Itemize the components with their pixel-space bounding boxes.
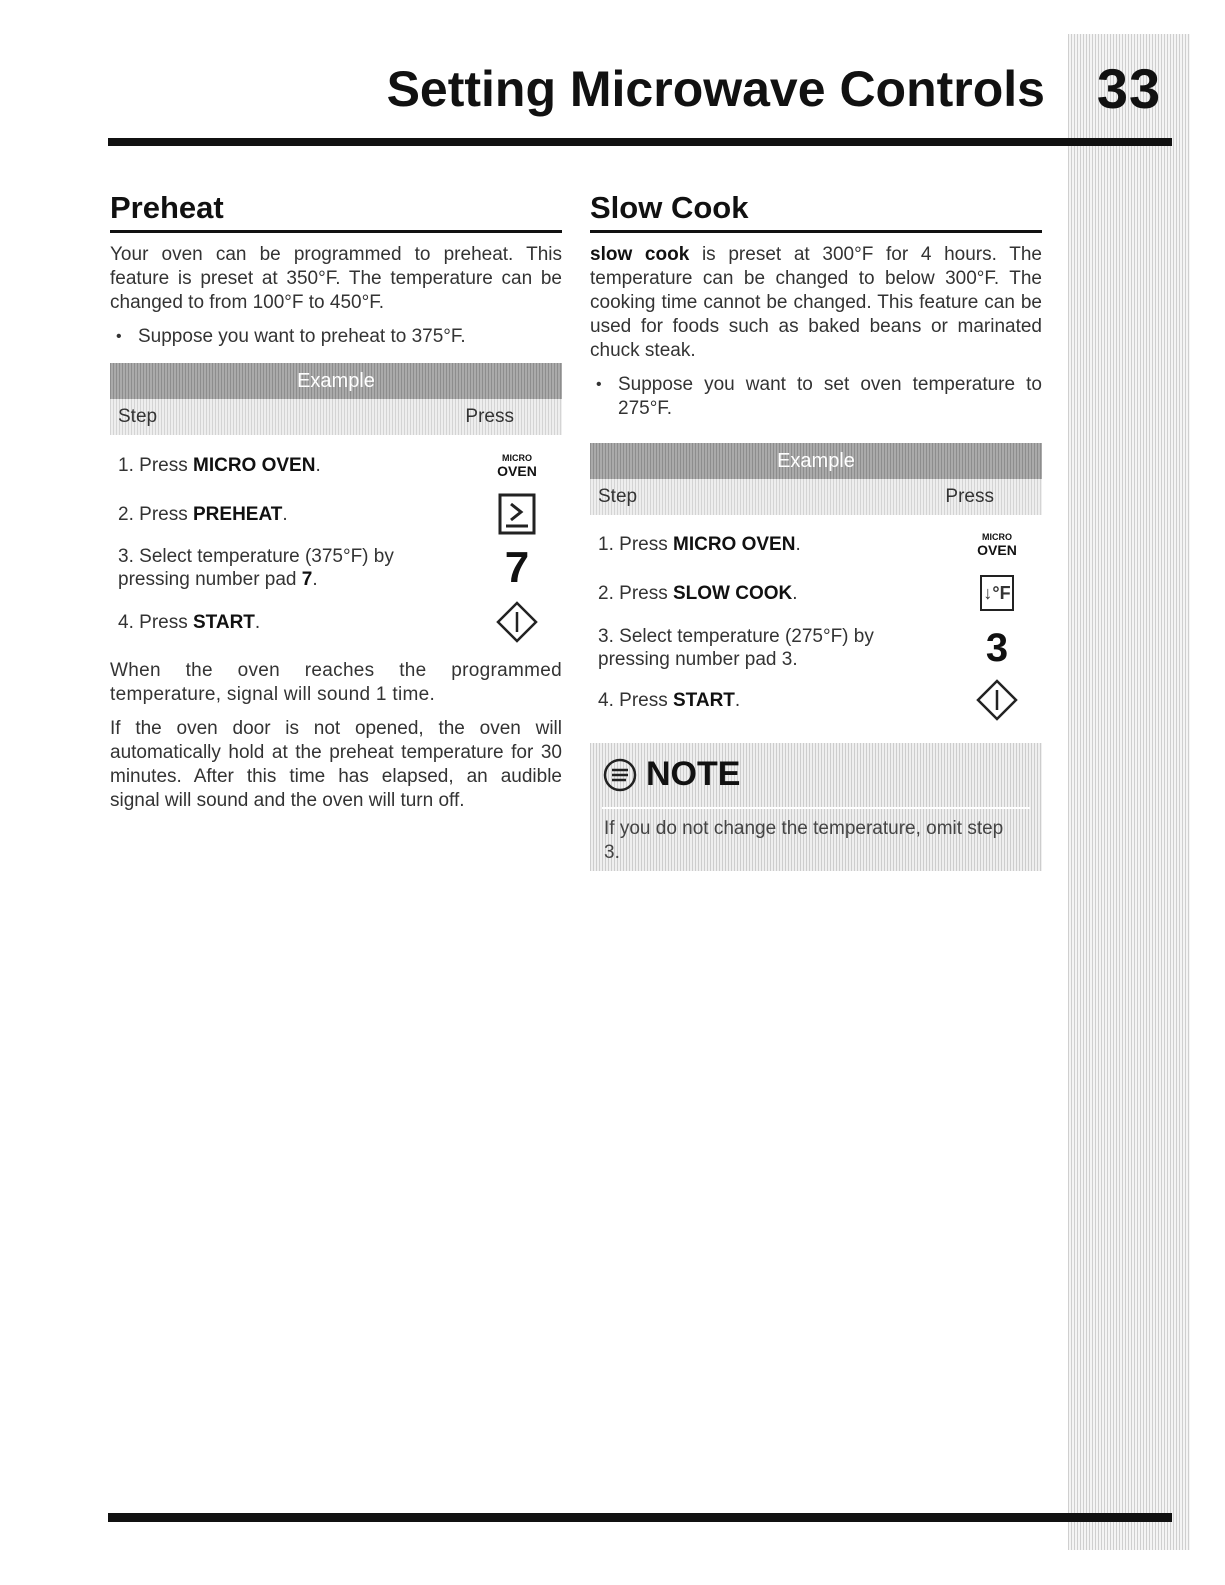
preheat-intro: Your oven can be programmed to preheat. This feature is preset at 350°F. The temperature can be changed to from 100°F to 450°F. [110, 244, 562, 313]
press-column-label: Press [945, 486, 994, 507]
note-title: NOTE [602, 755, 740, 794]
micro-oven-key[interactable]: MICRO OVEN [977, 532, 1017, 558]
slow-cook-bullet: • Suppose you want to set oven temperature to 275°F. [590, 373, 1042, 421]
note-icon [602, 757, 638, 793]
press-column-label: Press [465, 406, 514, 427]
preheat-step-1: 1. Press MICRO OVEN. MICRO OVEN [118, 453, 537, 479]
preheat-steps [110, 441, 562, 647]
note-divider [602, 807, 1030, 809]
slow-cook-steps [590, 519, 1042, 721]
start-icon[interactable] [975, 678, 1019, 722]
slow-cook-step-4: 4. Press START. [590, 679, 1042, 721]
preheat-example-subheader [110, 399, 562, 435]
number-pad-3-key[interactable]: 3 [985, 626, 1009, 670]
footer-rule [108, 1513, 1172, 1522]
page-number: 33 [1096, 57, 1162, 120]
slow-cook-step-3: 3. Select temperature (275°F) by pressing number pad 3. 3 [598, 626, 1009, 670]
preheat-example-header: Example [110, 363, 562, 399]
slow-cook-step-2: 2. Press SLOW COOK. ↓°F [590, 569, 1042, 617]
preheat-step-4: 4. Press START. [110, 597, 562, 647]
slow-cook-section [590, 190, 1042, 871]
slow-cook-key[interactable]: ↓°F [980, 575, 1014, 611]
note-text: If you do not change the temperature, omit step 3. [604, 818, 1004, 863]
preheat-step-2: 2. Press PREHEAT. [110, 489, 562, 539]
step-column-label: Step [598, 486, 638, 507]
slow-cook-step-1: 1. Press MICRO OVEN. MICRO OVEN [598, 532, 1017, 558]
step-column-label: Step [118, 406, 158, 427]
preheat-step-3: 3. Select temperature (375°F) by pressing number pad 7. 7 [118, 543, 530, 592]
slow-cook-intro: slow cook is preset at 300°F for 4 hours. The temperature can be changed to below 300°F. The cooking time cannot be changed. This feature can be used for foods such as baked beans or marinated chuck steak. [590, 244, 1042, 361]
preheat-icon[interactable] [497, 492, 537, 536]
side-tab [1068, 34, 1190, 1550]
micro-oven-key[interactable]: MICRO OVEN [497, 453, 537, 479]
slow-cook-example-subheader [590, 479, 1042, 515]
note-box [590, 743, 1042, 871]
number-pad-7-key[interactable]: 7 [504, 543, 530, 592]
header-rule [108, 138, 1172, 146]
page-title: Setting Microwave Controls [386, 61, 1045, 117]
slow-cook-heading: Slow Cook [590, 190, 1042, 233]
preheat-hold-note: If the oven door is not opened, the oven will automatically hold at the preheat temperature for 30 minutes. After this time has elapsed, an audible signal will sound and the oven will turn off. [110, 718, 562, 811]
slow-cook-example-header: Example [590, 443, 1042, 479]
preheat-bullet: • Suppose you want to preheat to 375°F. [110, 325, 562, 349]
preheat-signal-note: When the oven reaches the programmed temperature, signal will sound 1 time. [110, 660, 562, 705]
start-icon[interactable] [495, 600, 539, 644]
preheat-heading: Preheat [110, 190, 562, 233]
preheat-section [110, 190, 562, 813]
